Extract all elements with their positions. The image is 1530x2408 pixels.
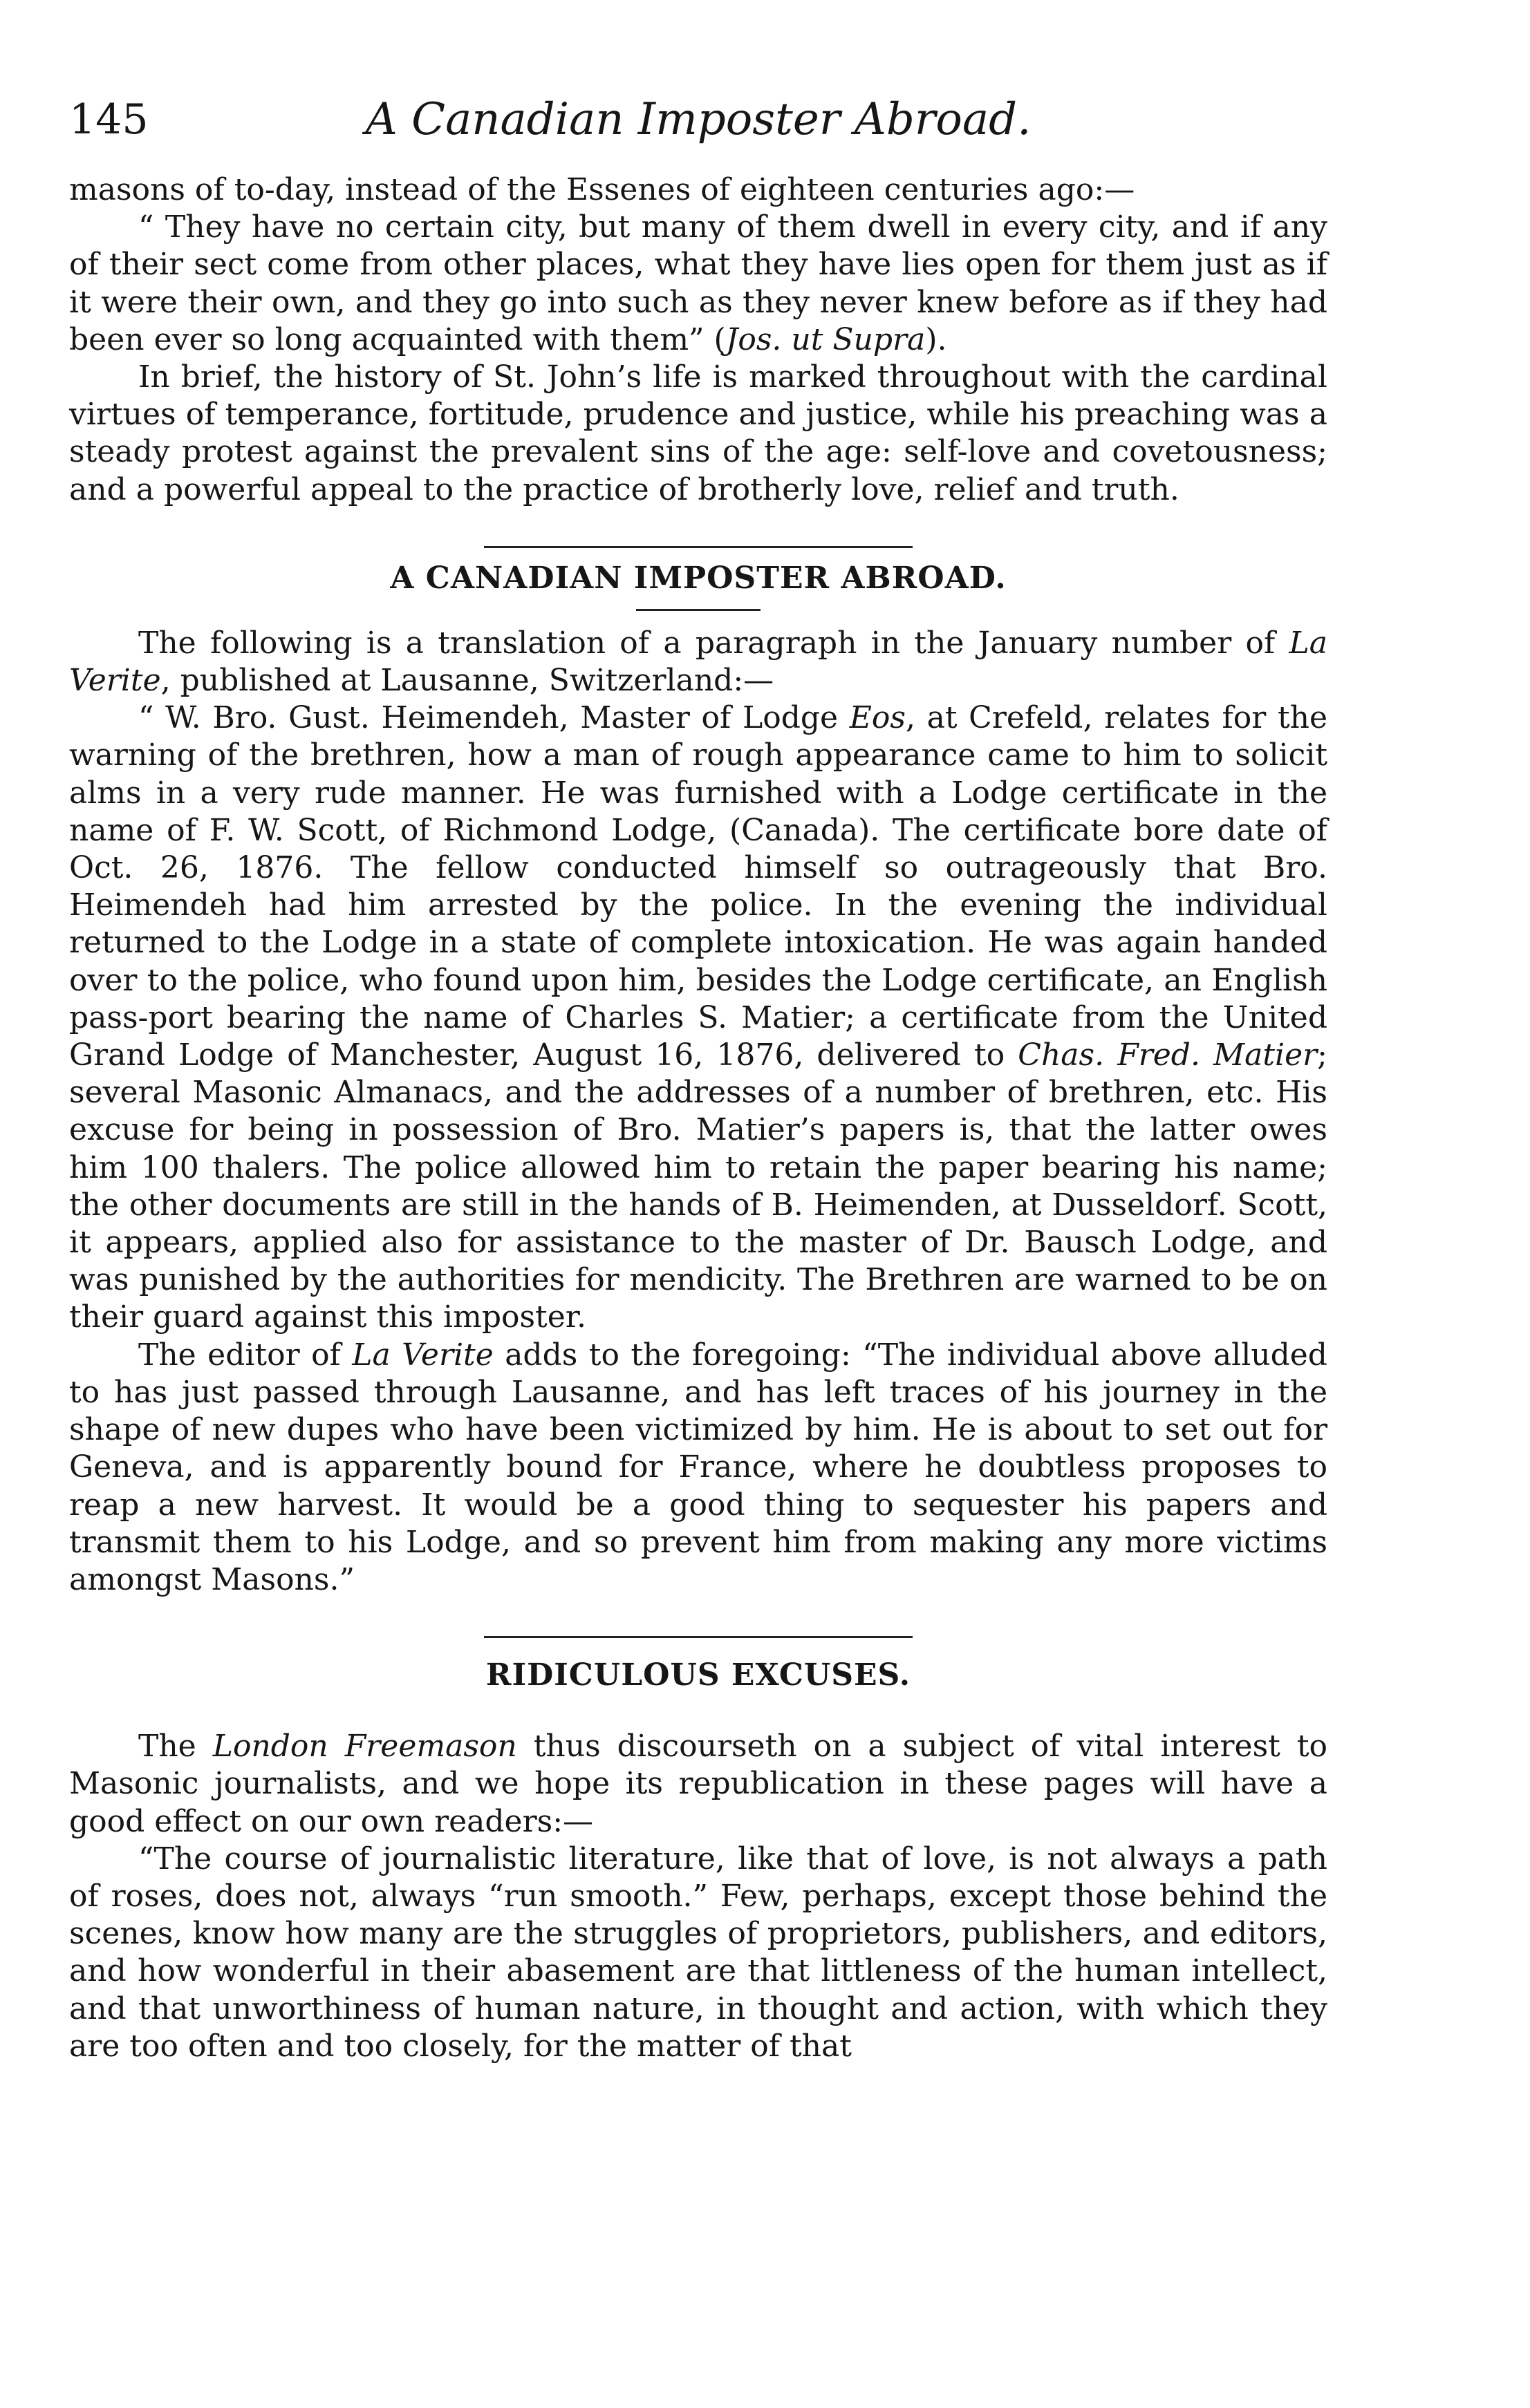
quote-paragraph: “The course of journalistic literature, like that of love, is not always a path of roses, does not, always “run smooth.” Few, perhaps, except those behind the scenes, know how many are the struggles of proprietors, publishers, and editors, and how wonderful in their abasement are that littleness of the human intellect, and that unworthiness of human nature, in thought and action, with which they are too often and too closely, for the matter of that [69, 1841, 1327, 2064]
publication-name: La Verite [69, 625, 1327, 699]
body-paragraph: The editor of La Verite adds to the foregoing: “The individual above alluded to has just passed through Lausanne, and has left traces of his journey in the shape of new dupes who have been victimized by him. He is about to set out for Geneva, and is apparently bound for France, where he doubtless proposes to reap a new harvest. It would be a good thing to sequester his papers and transmit them to his Lodge, and so prevent him from making any more victims amongst Masons.” [69, 1337, 1327, 1597]
heading-underline [636, 609, 761, 611]
running-title: A Canadian Imposter Abroad. [365, 94, 1032, 145]
lodge-name: Eos [849, 700, 906, 736]
article-heading: RIDICULOUS EXCUSES. [485, 1657, 911, 1693]
person-name: Chas. Fred. Matier [1018, 1037, 1318, 1073]
quote-paragraph: “ W. Bro. Gust. Heimendeh, Master of Lodge Eos, at Crefeld, relates for the warning of the brethren, how a man of rough appearance came to him to solicit alms in a very rude manner. He was furnished with a Lodge certificate in the name of F. W. Scott, of Richmond Lodge, (Canada). The certificate bore date of Oct. 26, 1876. The fellow conducted himself so outrageously that Bro. Heimendeh had him arrested by the police. In the evening the individual returned to the Lodge in a state of complete intoxication. He was again handed over to the police, who found upon him, besides the Lodge certificate, an English pass-port bearing the name of Charles S. Matier; a certificate from the United Grand Lodge of Manchester, August 16, 1876, delivered to Chas. Fred. Matier; several Masonic Almanacs, and the addresses of a number of brethren, etc. His excuse for being in possession of Bro. Matier’s papers is, that the latter owes him 100 thalers. The police allowed him to retain the paper bearing his name; the other documents are still in the hands of B. Heimenden, at Dusseldorf. Scott, it appears, applied also for assistance to the master of Dr. Bausch Lodge, and was punished by the authorities for mendicity. The Brethren are warned to be on their guard against this imposter. [69, 700, 1327, 1335]
body-paragraph: The London Freemason thus discourseth on a subject of vital interest to Masonic journalists, and we hope its republication in these pages will have a good effect on our own readers:— [69, 1729, 1327, 1839]
body-paragraph: The following is a translation of a paragraph in the January number of La Verite, published at Lausanne, Switzerland:— [69, 625, 1327, 699]
section-divider [484, 546, 913, 548]
article-heading: A CANADIAN IMPOSTER ABROAD. [390, 560, 1007, 596]
page-number: 145 [69, 95, 149, 144]
page-header [69, 88, 1327, 151]
publication-name: London Freemason [212, 1729, 517, 1765]
section-divider [484, 1636, 913, 1638]
page-body [69, 171, 1327, 2065]
prev-article-continuation: masons of to-day, instead of the Essenes of eighteen centuries ago:— [69, 172, 1135, 207]
body-paragraph: In brief, the history of St. John’s life is marked throughout with the cardinal virtues of temperance, fortitude, prudence and justice, while his preaching was a steady protest against the prevalent sins of the age: self-love and covetousness; and a powerful appeal to the practice of brotherly love, relief and truth. [69, 359, 1327, 507]
quote-paragraph: “ They have no certain city, but many of them dwell in every city, and if any of their sect come from other places, what they have lies open for them just as if it were their own, and they go into such as they never knew before as if they had been ever so long acquainted with them” (Jos. ut Supra). [69, 209, 1327, 357]
publication-name: La Verite [352, 1337, 494, 1373]
citation: Jos. ut Supra [725, 321, 926, 357]
